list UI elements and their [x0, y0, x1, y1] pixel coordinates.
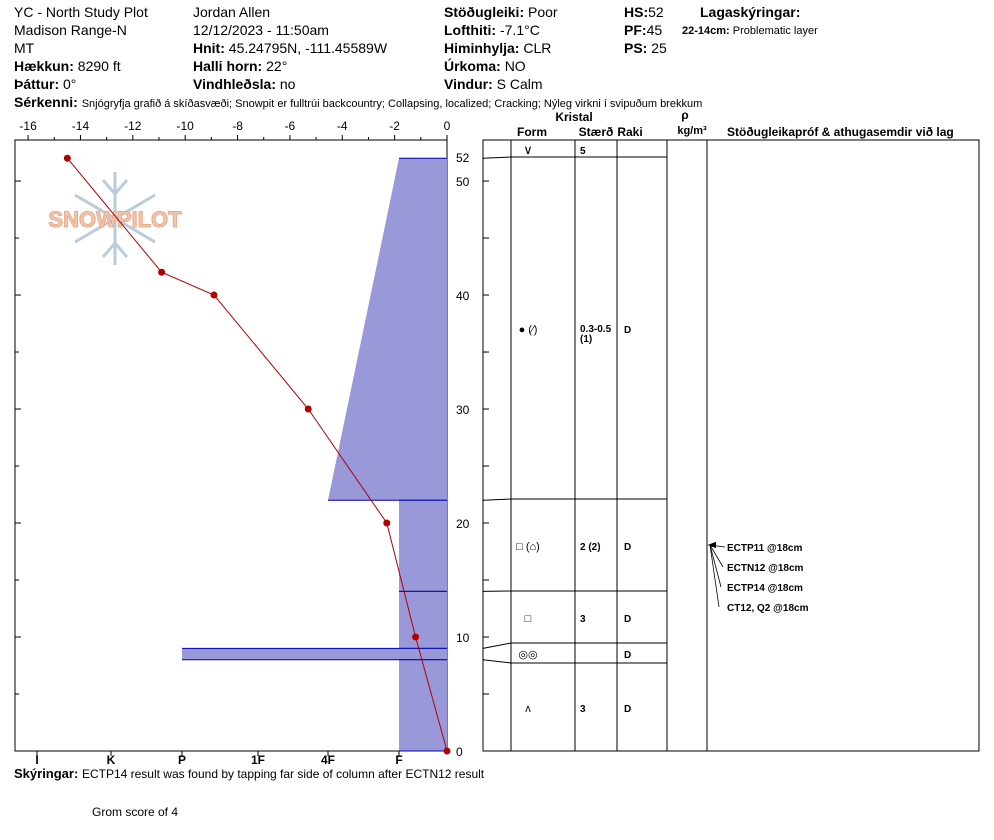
slope-angle: Halli horn: 22° [193, 58, 288, 74]
temp-tick-label: -16 [19, 119, 37, 133]
layer-moisture: D [624, 650, 632, 661]
location-name: YC - North Study Plot [14, 4, 148, 20]
aspect: Þáttur: 0° [14, 76, 77, 92]
elevation: Hækkun: 8290 ft [14, 58, 121, 74]
layer-form-icon: ∨ [523, 142, 533, 157]
hardness-layer [399, 500, 447, 591]
comment-grom: Grom score of 4 [92, 805, 179, 819]
wind: Vindur: S Calm [444, 76, 543, 92]
col-size: Stærð [578, 125, 614, 139]
hardness-tick-label: K [106, 753, 116, 767]
col-crystal: Kristal [555, 110, 593, 124]
temp-tick-label: -12 [124, 119, 142, 133]
precipitation: Úrkoma: NO [444, 58, 526, 74]
col-moisture: Raki [617, 125, 643, 139]
layer-connector [483, 157, 511, 158]
temperature-axis [19, 119, 450, 140]
col-density-unit: kg/m³ [677, 125, 707, 137]
layer-form-icon: ● (⁄) [518, 324, 538, 336]
wind-loading: Vindhleðsla: no [193, 76, 296, 92]
temperature-point [383, 520, 390, 527]
sky-cover: Himinhylja: CLR [444, 40, 552, 56]
height-tick-label: 0 [456, 745, 463, 759]
layer-form-icon: ◎◎ [518, 649, 538, 661]
stability-test-label: ECTN12 @18cm [727, 563, 804, 574]
stability-test-label: ECTP11 @18cm [727, 543, 803, 554]
hardness-axis [35, 751, 402, 767]
temp-tick-label: -8 [232, 119, 243, 133]
height-tick-label: 40 [456, 289, 470, 304]
features: Sérkenni: Snjógryfja grafið á skíðasvæði; Snowpit er fulltrúi backcountry; Collapsing, localized; Cracking; Nýleg virkni í svipuðum brekkum [14, 94, 703, 110]
hardness-layer [328, 158, 447, 500]
foot-penetration: PF:45 [624, 22, 663, 38]
col-form: Form [517, 125, 547, 139]
ski-penetration: PS: 25 [624, 40, 667, 56]
temperature-point [412, 634, 419, 641]
comments: Skýringar: ECTP14 result was found by tapping far side of column after ECTN12 result [14, 766, 485, 781]
temperature-point [64, 155, 71, 162]
temp-tick-label: 0 [443, 119, 451, 133]
temperature-point [444, 748, 451, 755]
height-tick-label: 10 [456, 631, 470, 646]
observation-datetime: 12/12/2023 - 11:50am [193, 22, 329, 38]
hardness-tick-label: 1F [250, 753, 266, 767]
temp-tick-label: -6 [284, 119, 296, 133]
temp-tick-label: -2 [389, 119, 400, 133]
height-tick-label: 20 [456, 517, 470, 532]
layer-moisture: D [624, 704, 632, 715]
coordinates: Hnit: 45.24795N, -111.45589W [193, 40, 388, 56]
layer-connector [483, 499, 511, 500]
layer-size-secondary: (1) [580, 334, 593, 345]
hardness-tick-label: 4F [320, 753, 336, 767]
layer-connector [483, 660, 511, 663]
layer-size: 0.3-0.5 [580, 324, 612, 335]
temp-tick-label: -10 [176, 119, 194, 133]
height-tick-label: 50 [456, 175, 470, 190]
hardness-layer [399, 660, 447, 751]
hardness-tick-label: F [395, 753, 403, 767]
layer-moisture: D [624, 542, 632, 553]
layer-notes-title: Lagaskýringar: [700, 4, 801, 20]
layer-moisture: D [624, 614, 632, 625]
snowpilot-watermark: SNOWPILOT [48, 207, 182, 232]
snow-height: HS:52 [624, 4, 664, 20]
hardness-tick-label: P [177, 753, 187, 767]
layer-table-frame [483, 140, 979, 751]
hardness-layer [182, 648, 447, 659]
range-name: Madison Range-N [14, 22, 127, 38]
height-tick-label: 30 [456, 403, 470, 418]
layer-size: 5 [580, 146, 586, 157]
layer-size: 2 (2) [580, 542, 601, 553]
stability: Stöðugleiki: Poor [444, 4, 558, 20]
stability-test-arrow [710, 545, 719, 607]
temperature-point [210, 292, 217, 299]
arrowhead-icon [708, 542, 716, 548]
temperature-point [158, 269, 165, 276]
observer-name: Jordan Allen [193, 4, 271, 20]
layer-size: 3 [580, 614, 586, 625]
stability-test-label: ECTP14 @18cm [727, 583, 803, 594]
col-tests: Stöðugleikapróf & athugasemdir við lag [727, 125, 954, 139]
layer-note: 22-14cm: Problematic layer [682, 25, 818, 37]
stability-test-label: CT12, Q2 @18cm [727, 603, 809, 614]
hardness-tick-label: I [35, 753, 39, 767]
col-density-symbol: ρ [681, 108, 689, 122]
state-name: MT [14, 40, 35, 56]
air-temperature: Lofthiti: -7.1°C [444, 22, 540, 38]
layer-moisture: D [624, 325, 632, 336]
layer-connector [483, 643, 511, 648]
temp-tick-label: -4 [336, 119, 348, 133]
temperature-point [305, 406, 312, 413]
layer-form-icon: □ (⌂) [516, 541, 540, 553]
layer-form-icon: ʌ [525, 703, 531, 715]
layer-size: 3 [580, 704, 586, 715]
hardness-profile [182, 158, 447, 751]
layer-form-icon: □ [524, 613, 532, 625]
stability-tests [708, 542, 809, 614]
height-top-label: 52 [456, 151, 470, 165]
temp-tick-label: -14 [71, 119, 90, 133]
